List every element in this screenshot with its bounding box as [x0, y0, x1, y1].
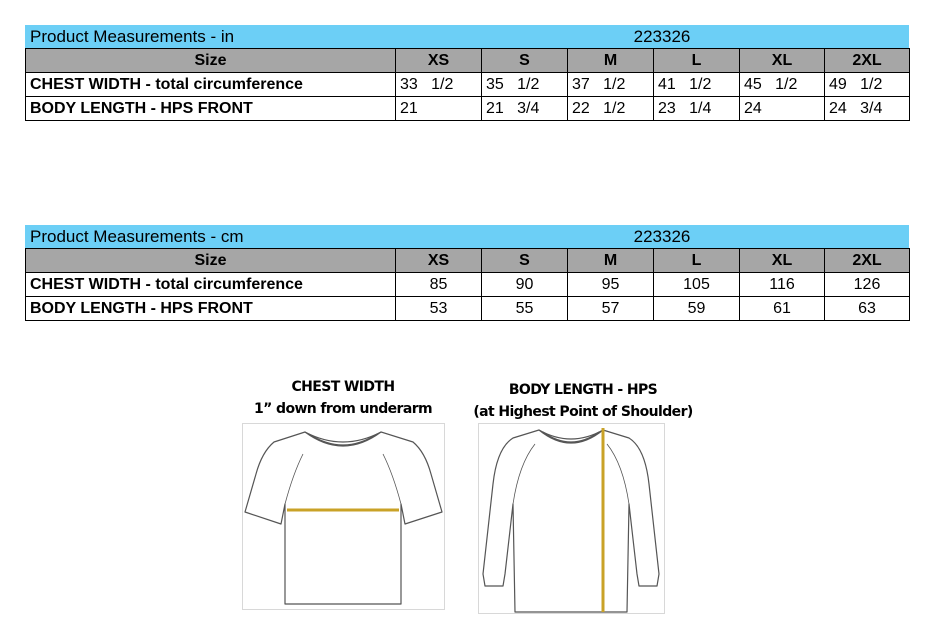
- size-m: M: [568, 49, 654, 73]
- table-cell: 95: [568, 273, 654, 297]
- row-label-chest-width: CHEST WIDTH - total circumference: [26, 73, 396, 97]
- size-xs: XS: [396, 249, 482, 273]
- body-length-caption: [458, 379, 708, 423]
- cm-table-header-bar: [25, 225, 909, 248]
- table-cell: 105: [654, 273, 740, 297]
- table-cell: 53: [396, 297, 482, 321]
- table-cell: 55: [482, 297, 568, 321]
- chest-width-caption-line1: CHEST WIDTH: [291, 379, 395, 395]
- size-m: M: [568, 249, 654, 273]
- size-xl: XL: [740, 249, 825, 273]
- row-label-body-length: BODY LENGTH - HPS FRONT: [26, 297, 396, 321]
- table-cell: 21: [396, 97, 482, 121]
- long-sleeve-tee-icon: [479, 424, 664, 613]
- row-label-chest-width: CHEST WIDTH - total circumference: [26, 273, 396, 297]
- short-sleeve-tee-diagram: [242, 423, 445, 610]
- size-2xl: 2XL: [825, 49, 910, 73]
- table-row: [26, 97, 910, 121]
- size-l: L: [654, 49, 740, 73]
- table-cell: 116: [740, 273, 825, 297]
- size-label: Size: [26, 49, 396, 73]
- table-row: [26, 297, 910, 321]
- body-length-caption-line1: BODY LENGTH - HPS: [508, 382, 658, 398]
- table-cell: 33 1/2: [396, 73, 482, 97]
- short-sleeve-tee-icon: [243, 424, 444, 609]
- table-cell: 22 1/2: [568, 97, 654, 121]
- cm-table-title: Product Measurements - cm: [30, 226, 244, 246]
- size-xs: XS: [396, 49, 482, 73]
- table-row: [26, 273, 910, 297]
- long-sleeve-tee-diagram: [478, 423, 665, 614]
- table-cell: 21 3/4: [482, 97, 568, 121]
- size-header-row: [26, 249, 910, 273]
- size-label: Size: [26, 249, 396, 273]
- table-cell: 90: [482, 273, 568, 297]
- table-cell: 85: [396, 273, 482, 297]
- table-cell: 126: [825, 273, 910, 297]
- table-row: [26, 73, 910, 97]
- table-cell: 63: [825, 297, 910, 321]
- table-cell: 49 1/2: [825, 73, 910, 97]
- table-cell: 24: [740, 97, 825, 121]
- chest-width-caption: [228, 376, 458, 420]
- cm-table-style-code: 223326: [633, 226, 691, 246]
- table-cell: 37 1/2: [568, 73, 654, 97]
- chest-width-caption-line2: 1” down from underarm: [254, 401, 432, 417]
- size-s: S: [482, 49, 568, 73]
- size-2xl: 2XL: [825, 249, 910, 273]
- inch-table-header-bar: [25, 25, 909, 48]
- table-cell: 57: [568, 297, 654, 321]
- table-cell: 35 1/2: [482, 73, 568, 97]
- inch-table-title: Product Measurements - in: [30, 26, 235, 46]
- inch-table-style-code: 223326: [633, 26, 691, 46]
- size-s: S: [482, 249, 568, 273]
- row-label-body-length: BODY LENGTH - HPS FRONT: [26, 97, 396, 121]
- size-xl: XL: [740, 49, 825, 73]
- table-cell: 23 1/4: [654, 97, 740, 121]
- size-header-row: [26, 49, 910, 73]
- inch-measurements-table: [25, 25, 909, 121]
- table-cell: 59: [654, 297, 740, 321]
- table-cell: 24 3/4: [825, 97, 910, 121]
- cm-measurements-table: [25, 225, 909, 321]
- table-cell: 45 1/2: [740, 73, 825, 97]
- size-l: L: [654, 249, 740, 273]
- table-cell: 61: [740, 297, 825, 321]
- table-cell: 41 1/2: [654, 73, 740, 97]
- body-length-caption-line2: (at Highest Point of Shoulder): [473, 404, 693, 420]
